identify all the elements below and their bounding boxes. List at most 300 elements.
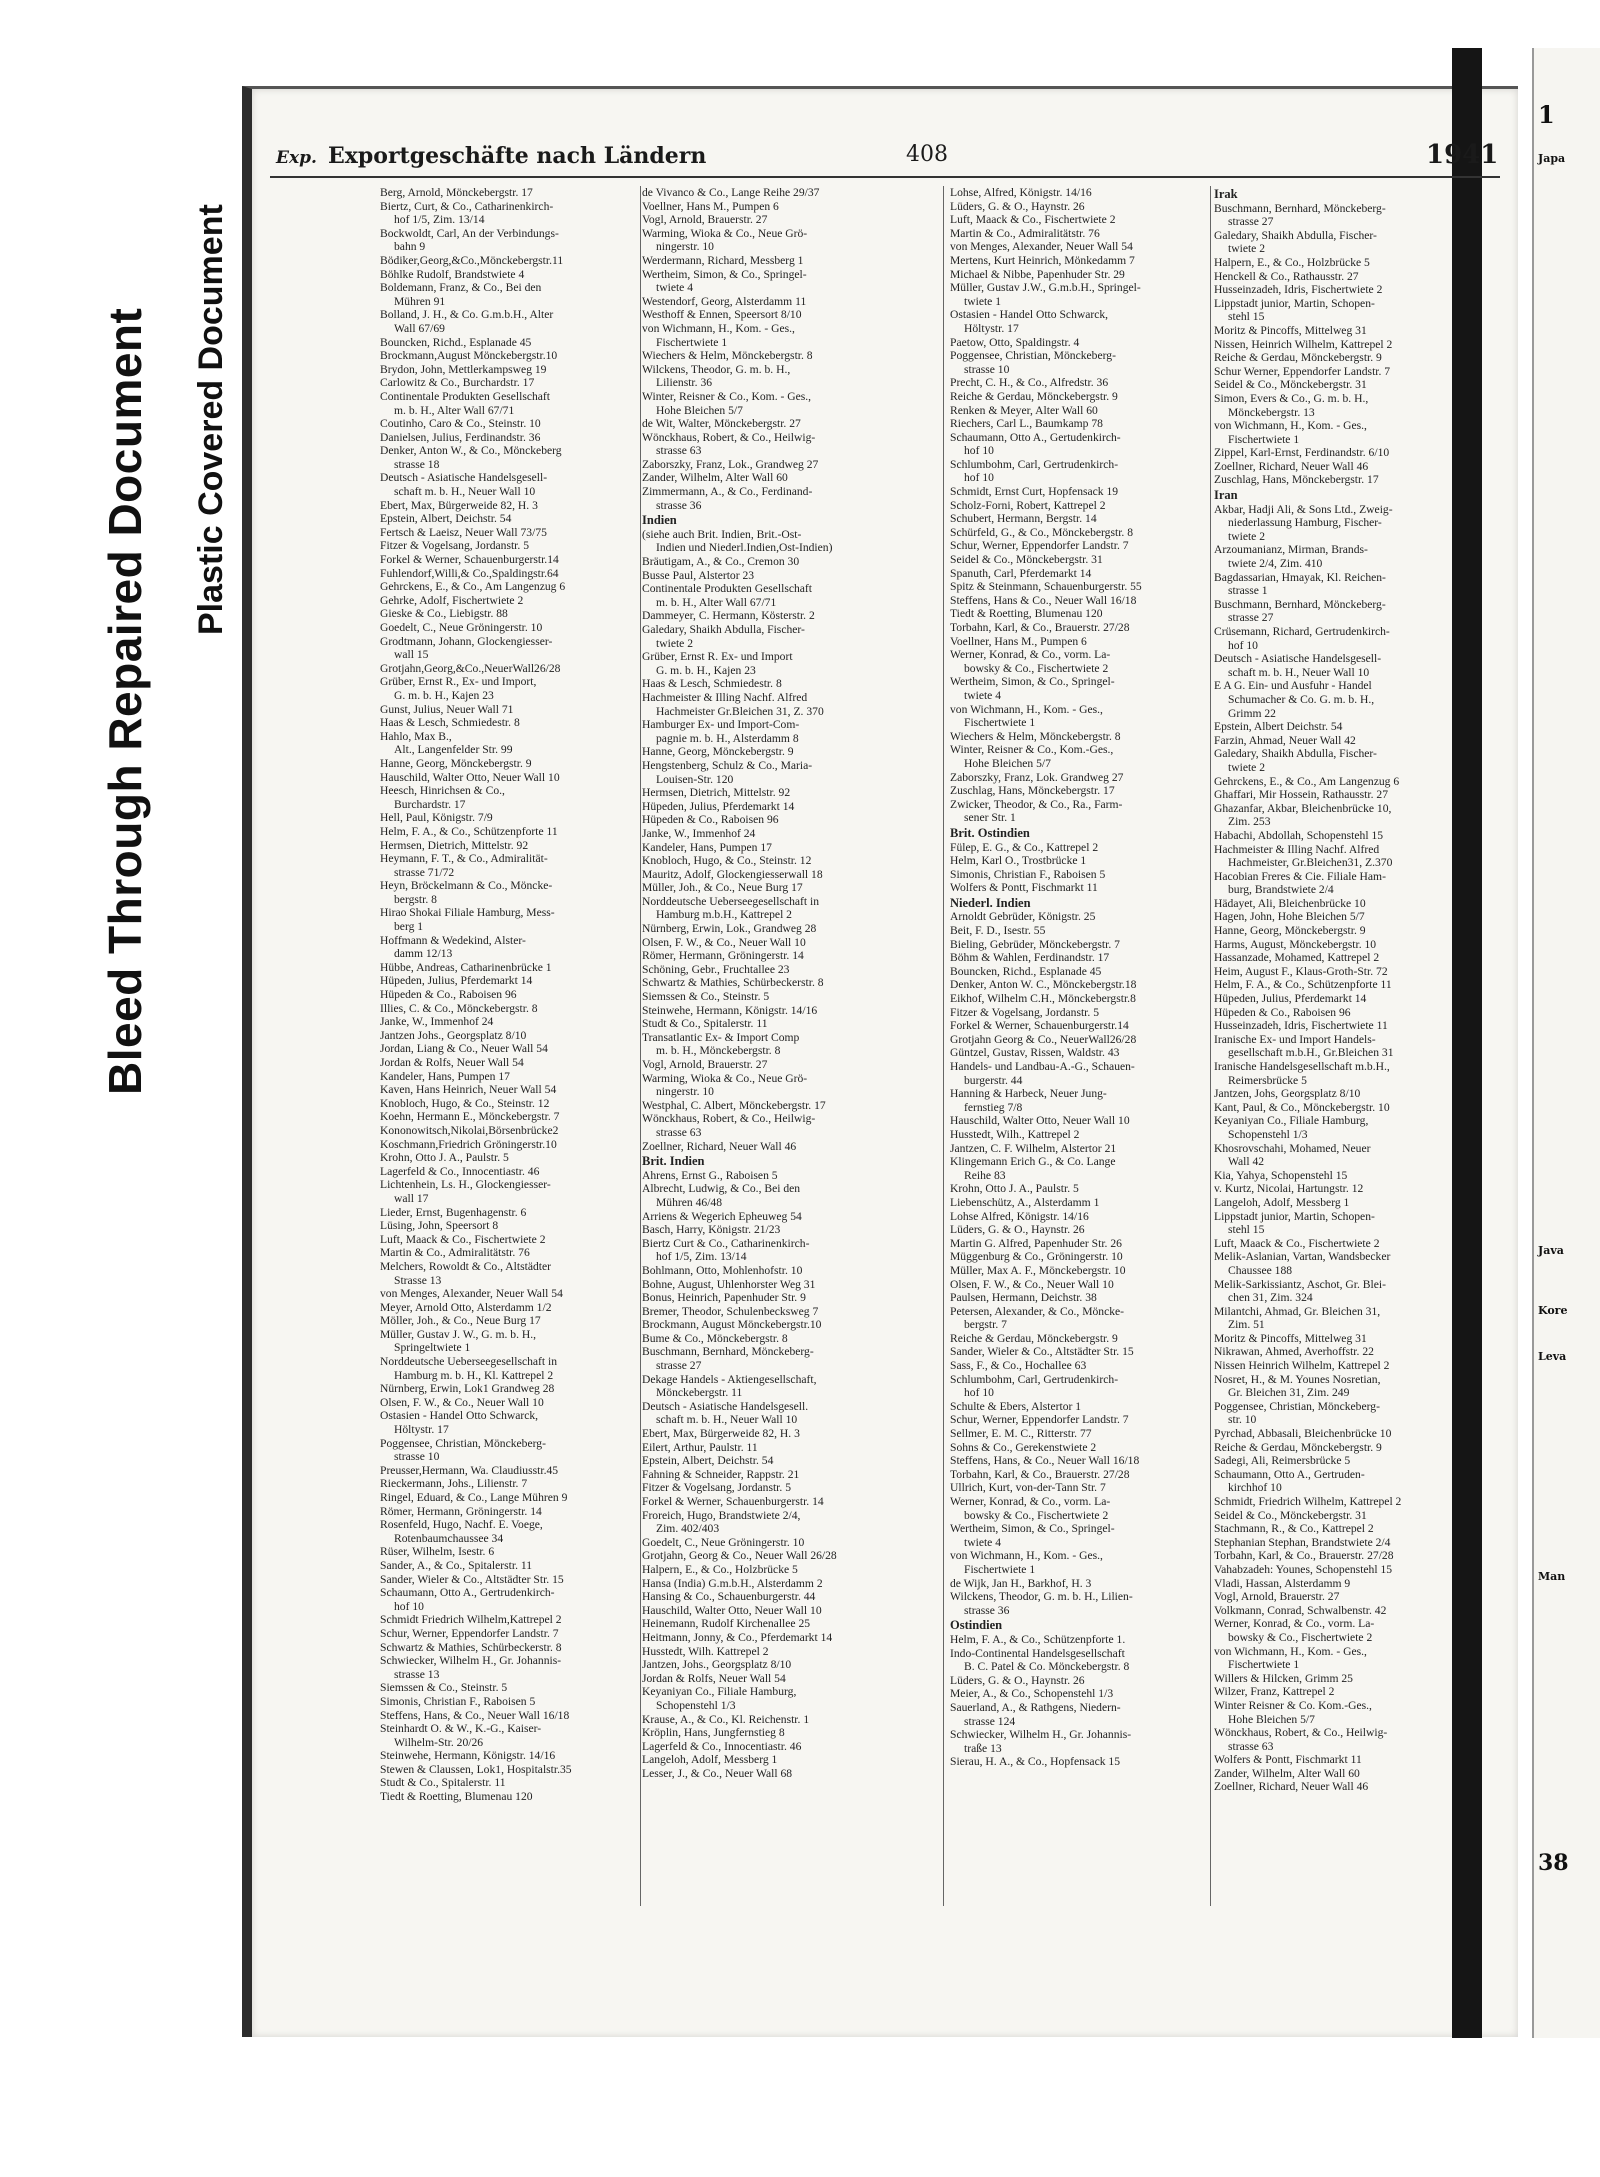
directory-entry: Jordan & Rolfs, Neuer Wall 54 <box>380 1056 524 1069</box>
directory-entry: Brockmann,August Mönckebergstr.10 <box>380 349 558 363</box>
directory-entry: Bolland, J. H., & Co. G.m.b.H., Alter <box>380 308 554 322</box>
directory-entry: Fitzer & Vogelsang, Jordanstr. 5 <box>950 1005 1099 1019</box>
directory-entry: Lilienstr. 36 <box>656 376 713 390</box>
directory-entry: Fischertwiete 1 <box>1228 1658 1300 1672</box>
directory-entry: Husstedt, Wilh. Kattrepel 2 <box>642 1644 769 1658</box>
directory-entry: Lohse Alfred, Königstr. 14/16 <box>950 1209 1089 1223</box>
directory-entry: Biertz Curt & Co., Catharinenkirch- <box>642 1236 810 1250</box>
directory-entry: strasse 36 <box>964 1603 1010 1617</box>
directory-entry: Burchardstr. 17 <box>394 797 466 811</box>
directory-entry: Möller, Joh., & Co., Neue Burg 17 <box>380 1314 541 1328</box>
country-heading: Brit. Indien <box>642 1155 705 1169</box>
directory-entry: traße 13 <box>964 1741 1002 1755</box>
directory-entry: Janke, W., Immenhof 24 <box>380 1015 494 1029</box>
directory-entry: Haas & Lesch, Schmiedestr. 8 <box>642 677 782 691</box>
directory-entry: de Vivanco & Co., Lange Reihe 29/37 <box>642 186 820 199</box>
directory-entry: Haas & Lesch, Schmiedestr. 8 <box>380 716 520 730</box>
directory-entry: niederlassung Hamburg, Fischer- <box>1228 516 1382 530</box>
directory-entry: Sadegi, Ali, Reimersbrücke 5 <box>1214 1454 1351 1468</box>
directory-entry: stehl 15 <box>1228 1223 1265 1237</box>
directory-entry: Pyrchad, Abbasali, Bleichenbrücke 10 <box>1214 1427 1392 1441</box>
directory-entry: Bohne, August, Uhlenhorster Weg 31 <box>642 1277 816 1291</box>
directory-entry: Schlumbohm, Carl, Gertrudenkirch- <box>950 457 1119 471</box>
directory-entry: Biertz, Curt, & Co., Catharinenkirch- <box>380 199 554 213</box>
directory-entry: hof 10 <box>1228 638 1258 652</box>
directory-entry: Wönckhaus, Robert, & Co., Heilwig- <box>642 1112 816 1126</box>
directory-entry: Böhm & Wahlen, Ferdinandstr. 17 <box>950 951 1110 965</box>
directory-entry: Keyaniyan Co., Filiale Hamburg, <box>642 1685 797 1699</box>
directory-entry: strasse 18 <box>394 457 440 471</box>
directory-entry: Höltystr. 17 <box>964 321 1019 335</box>
directory-entry: Eikhof, Wilhelm C.H., Mönckebergstr.8 <box>950 992 1136 1006</box>
directory-entry: Gehrke, Adolf, Fischertwiete 2 <box>380 593 524 607</box>
adjacent-heading-kore: Kore <box>1538 1304 1568 1317</box>
directory-entry: Römer, Hermann, Gröningerstr. 14 <box>642 949 804 963</box>
directory-entry: Jordan & Rolfs, Neuer Wall 54 <box>642 1671 786 1685</box>
country-heading: Ostindien <box>950 1619 1003 1633</box>
directory-entry: Bume & Co., Mönckebergstr. 8 <box>642 1331 788 1345</box>
directory-entry: Voellner, Hans M., Pumpen 6 <box>642 199 779 213</box>
directory-entry: Fülep, E. G., & Co., Kattrepel 2 <box>950 840 1099 854</box>
directory-entry: strasse 63 <box>1228 1739 1274 1753</box>
directory-entry: Schaumann, Otto A., Gertudenkirch- <box>950 430 1121 444</box>
directory-entry: Heim, August F., Klaus-Groth-Str. 72 <box>1214 964 1388 978</box>
directory-entry: Willers & Hilcken, Grimm 25 <box>1214 1671 1353 1685</box>
directory-entry: Heinemann, Rudolf Kirchenallee 25 <box>642 1617 811 1631</box>
page-year: 1941 <box>1426 140 1499 170</box>
directory-entry: Schopenstehl 1/3 <box>656 1698 736 1712</box>
directory-entry: sener Str. 1 <box>964 811 1016 825</box>
directory-entry: Grotjahn, Georg & Co., Neuer Wall 26/28 <box>642 1549 837 1563</box>
directory-entry: Ullrich, Kurt, von-der-Tann Str. 7 <box>950 1481 1106 1495</box>
directory-entry: Norddeutsche Ueberseegesellschaft in <box>642 894 820 908</box>
directory-entry: Keyaniyan Co., Filiale Hamburg, <box>1214 1114 1369 1128</box>
directory-entry: Wolfers & Pontt, Fischmarkt 11 <box>1214 1753 1362 1767</box>
directory-entry: ningerstr. 10 <box>656 240 714 254</box>
directory-entry: Poggensee, Christian, Mönckeberg- <box>1214 1399 1380 1413</box>
directory-entry: Hüpeden, Julius, Pferdemarkt 14 <box>642 799 795 813</box>
directory-entry: Mönckebergstr. 13 <box>1228 405 1315 419</box>
directory-entry: Melchers, Rowoldt & Co., Altstädter <box>380 1259 551 1273</box>
directory-entry: Iranische Handelsgesellschaft m.b.H., <box>1214 1060 1390 1073</box>
directory-entry: Böhlke Rudolf, Brandstwiete 4 <box>380 267 525 281</box>
directory-entry: Wilckens, Theodor, G. m. b. H., <box>642 362 791 376</box>
directory-entry: Poggensee, Christian, Mönckeberg- <box>950 349 1116 363</box>
directory-entry: strasse 10 <box>964 362 1010 376</box>
directory-entry: schaft m. b. H., Neuer Wall 10 <box>656 1413 798 1427</box>
directory-entry: m. b. H., Mönckebergstr. 8 <box>656 1044 781 1058</box>
directory-entry: Gehrckens, E., & Co., Am Langenzug 6 <box>380 580 566 594</box>
directory-entry: Steinwehe, Hermann, Königstr. 14/16 <box>642 1003 818 1017</box>
directory-entry: hof 10 <box>964 1386 994 1400</box>
directory-entry: Petersen, Alexander, & Co., Möncke- <box>950 1304 1125 1318</box>
directory-entry: Vladi, Hassan, Alsterdamm 9 <box>1214 1576 1351 1590</box>
country-heading: Indien <box>642 514 677 528</box>
directory-entry: strasse 27 <box>656 1359 702 1373</box>
directory-entry: Scholz-Forni, Robert, Kattrepel 2 <box>950 498 1106 512</box>
directory-entry: Hüpeden & Co., Raboisen 96 <box>380 988 517 1002</box>
directory-entry: Deutsch - Asiatische Handelsgesell- <box>380 471 548 485</box>
adjacent-page-number-fragment: 1 <box>1538 100 1555 129</box>
directory-entry: Hachmeister, Gr.Bleichen31, Z.370 <box>1228 856 1393 870</box>
directory-entry: Dekage Handels - Aktiengesellschaft, <box>642 1372 817 1386</box>
directory-entry: Lieder, Ernst, Bugenhagenstr. 6 <box>380 1205 527 1219</box>
directory-entry: Langeloh, Adolf, Messberg 1 <box>1214 1195 1350 1209</box>
directory-entry: Kononowitsch,Nikolai,Börsenbrücke2 <box>380 1123 559 1137</box>
directory-entry: Seidel & Co., Mönckebergstr. 31 <box>1214 1508 1367 1522</box>
directory-entry: Hüpeden, Julius, Pferdemarkt 14 <box>1214 992 1367 1006</box>
directory-entry: m. b. H., Alter Wall 67/71 <box>394 403 515 417</box>
directory-entry: Hamburg m.b.H., Kattrepel 2 <box>656 908 792 922</box>
directory-entry: Springeltwiete 1 <box>394 1341 471 1355</box>
directory-entry: twiete 4 <box>964 688 1002 702</box>
directory-entry: Denker, Anton W. C., Mönckebergstr.18 <box>950 978 1137 992</box>
directory-entry: Krohn, Otto J. A., Paulstr. 5 <box>380 1151 509 1165</box>
directory-entry: strasse 124 <box>964 1714 1016 1728</box>
directory-entry: Simonis, Christian F., Raboisen 5 <box>380 1694 536 1708</box>
directory-entry: Sierau, H. A., & Co., Hopfensack 15 <box>950 1755 1121 1769</box>
directory-entry: Poggensee, Christian, Mönckeberg- <box>380 1436 546 1450</box>
directory-entry: Janke, W., Immenhof 24 <box>642 826 756 840</box>
directory-entry: bergstr. 8 <box>394 892 437 906</box>
directory-entry: Berg, Arnold, Mönckebergstr. 17 <box>380 186 533 199</box>
directory-entry: Vogl, Arnold, Brauerstr. 27 <box>642 1058 768 1071</box>
directory-entry: Bödiker,Georg,&Co.,Mönckebergstr.11 <box>380 253 564 267</box>
directory-entry: Römer, Hermann, Gröningerstr. 14 <box>380 1504 542 1518</box>
directory-entry: Steffens, Hans & Co., Neuer Wall 16/18 <box>950 593 1137 607</box>
directory-entry: Höltystr. 17 <box>394 1423 449 1437</box>
directory-entry: Hirao Shokai Filiale Hamburg, Mess- <box>380 906 555 920</box>
directory-entry: Lüsing, John, Speersort 8 <box>380 1219 499 1233</box>
directory-entry: chen 31, Zim. 324 <box>1228 1291 1313 1305</box>
directory-entry: de Wit, Walter, Mönckebergstr. 27 <box>642 417 801 431</box>
directory-entry: Ebert, Max, Bürgerweide 82, H. 3 <box>642 1427 800 1441</box>
directory-entry: Arriens & Wegerich Epheuweg 54 <box>642 1209 802 1223</box>
directory-entry: Vogl, Arnold, Brauerstr. 27 <box>1214 1590 1340 1604</box>
directory-entry: m. b. H., Alter Wall 67/71 <box>656 595 777 609</box>
directory-column-1 <box>380 186 638 1804</box>
directory-entry: Schaumann, Otto A., Gertrudenkirch- <box>380 1586 555 1600</box>
directory-entry: Steinwehe, Hermann, Königstr. 14/16 <box>380 1749 556 1763</box>
directory-entry: Wilhelm-Str. 20/26 <box>394 1735 484 1749</box>
directory-entry: Zippel, Karl-Ernst, Ferdinandstr. 6/10 <box>1214 446 1390 460</box>
directory-entry: Bieling, Gebrüder, Mönckebergstr. 7 <box>950 937 1120 951</box>
directory-entry: Helm, F. A., & Co., Schützenpforte 11 <box>380 824 558 838</box>
directory-entry: bergstr. 7 <box>964 1318 1007 1332</box>
directory-entry: hof 10 <box>964 471 994 485</box>
bleed-through-label: Bleed Through Repaired Document <box>99 307 151 1095</box>
directory-entry: Helm, F. A., & Co., Schützenpforte 1. <box>950 1632 1126 1646</box>
plastic-covered-label: Plastic Covered Document <box>192 204 230 635</box>
directory-entry: Koschmann,Friedrich Gröningerstr.10 <box>380 1137 557 1151</box>
directory-entry: Sohns & Co., Gerekenstwiete 2 <box>950 1440 1097 1454</box>
directory-entry: Gr. Bleichen 31, Zim. 249 <box>1228 1386 1350 1400</box>
directory-entry: bowsky & Co., Fischertwiete 2 <box>964 1508 1109 1522</box>
directory-entry: Reiche & Gerdau, Mönckebergstr. 9 <box>1214 351 1382 365</box>
directory-entry: Ghaffari, Mir Hossein, Rathausstr. 27 <box>1214 788 1388 802</box>
directory-entry: Sass, F., & Co., Hochallee 63 <box>950 1359 1087 1373</box>
directory-entry: twiete 2 <box>656 636 694 650</box>
directory-entry: Strasse 13 <box>394 1273 442 1287</box>
directory-column-4 <box>1214 186 1504 1794</box>
directory-entry: Olsen, F. W., & Co., Neuer Wall 10 <box>380 1395 544 1409</box>
directory-entry: twiete 2/4, Zim. 410 <box>1228 557 1323 571</box>
adjacent-heading-java: Java <box>1538 1244 1564 1257</box>
directory-entry: Hermsen, Dietrich, Mittelstr. 92 <box>380 838 529 852</box>
directory-entry: B. C. Patel & Co. Mönckebergstr. 8 <box>964 1660 1130 1674</box>
directory-entry: Bouncken, Richd., Esplanade 45 <box>380 335 532 349</box>
directory-entry: twiete 2 <box>1228 529 1266 543</box>
directory-entry: Grotjahn,Georg,&Co.,NeuerWall26/28 <box>380 661 561 675</box>
directory-entry: Schürfeld, G., & Co., Mönckebergstr. 8 <box>950 525 1134 539</box>
directory-entry: Galedary, Shaikh Abdulla, Fischer- <box>1214 228 1377 242</box>
directory-entry: Hanne, Georg, Mönckebergstr. 9 <box>1214 924 1366 938</box>
directory-entry: Mönckebergstr. 11 <box>656 1386 743 1400</box>
directory-entry: Zwicker, Theodor, & Co., Ra., Farm- <box>950 797 1123 811</box>
directory-entry: Michael & Nibbe, Papenhuder Str. 29 <box>950 267 1125 281</box>
directory-entry: Zuschlag, Hans, Mönckebergstr. 17 <box>1214 473 1379 487</box>
directory-entry: Transatlantic Ex- & Import Comp <box>642 1030 800 1044</box>
directory-entry: Hohe Bleichen 5/7 <box>964 756 1051 770</box>
directory-entry: Halpern, E., & Co., Holzbrücke 5 <box>642 1562 798 1576</box>
directory-entry: Seidel & Co., Mönckebergstr. 31 <box>1214 378 1367 392</box>
directory-entry: Hell, Paul, Königstr. 7/9 <box>380 811 493 825</box>
directory-entry: Luft, Maack & Co., Fischertwiete 2 <box>380 1232 546 1246</box>
adjacent-heading-japa: Japa <box>1538 152 1566 165</box>
directory-entry: Indo-Continental Handelsgesellschaft <box>950 1646 1125 1660</box>
directory-entry: Sellmer, E. M. C., Ritterstr. 77 <box>950 1427 1092 1441</box>
directory-entry: Jantzen Johs., Georgsplatz 8/10 <box>380 1028 527 1042</box>
directory-entry: Ghazanfar, Akbar, Bleichenbrücke 10, <box>1214 801 1392 815</box>
directory-entry: Reihe 83 <box>964 1168 1006 1182</box>
directory-entry: Epstein, Albert Deichstr. 54 <box>1214 720 1343 734</box>
directory-entry: Hansa (India) G.m.b.H., Alsterdamm 2 <box>642 1576 823 1590</box>
directory-entry: Luft, Maack & Co., Fischertwiete 2 <box>1214 1236 1380 1250</box>
directory-entry: Wilzer, Franz, Kattrepel 2 <box>1214 1685 1335 1699</box>
directory-entry: Arnoldt Gebrüder, Königstr. 25 <box>950 910 1096 924</box>
directory-entry: Rüser, Wilhelm, Isestr. 6 <box>380 1545 495 1559</box>
directory-entry: schaft m. b. H., Neuer Wall 10 <box>394 485 536 499</box>
directory-entry: Hagen, John, Hohe Bleichen 5/7 <box>1214 910 1365 924</box>
country-heading: Irak <box>1214 188 1238 201</box>
directory-entry: Hanne, Georg, Mönckebergstr. 9 <box>380 756 532 770</box>
directory-entry: Meier, A., & Co., Schopenstehl 1/3 <box>950 1687 1114 1701</box>
directory-entry: Martin & Co., Admiralitätstr. 76 <box>380 1246 530 1260</box>
directory-entry: Wertheim, Simon, & Co., Springel- <box>950 1522 1115 1536</box>
directory-entry: Fischertwiete 1 <box>1228 432 1300 446</box>
directory-entry: strasse 63 <box>656 1125 702 1139</box>
adjacent-page-number: 38 <box>1538 1850 1569 1876</box>
directory-entry: Zuschlag, Hans, Mönckebergstr. 17 <box>950 784 1115 798</box>
directory-entry: Steinhardt O. & W., K.-G., Kaiser- <box>380 1722 542 1736</box>
directory-entry: Gehrckens, E., & Co., Am Langenzug 6 <box>1214 774 1400 788</box>
directory-entry: Grüber, Ernst R. Ex- und Import <box>642 650 793 664</box>
directory-entry: strasse 10 <box>394 1450 440 1464</box>
directory-entry: Sauerland, A., & Rathgens, Niedern- <box>950 1700 1121 1714</box>
header-abbrev: Exp. <box>276 148 317 168</box>
directory-entry: Grodtmann, Johann, Glockengiesser- <box>380 634 553 648</box>
directory-entry: Hädayet, Ali, Bleichenbrücke 10 <box>1214 896 1366 910</box>
directory-entry: Studt & Co., Spitalerstr. 11 <box>642 1017 768 1031</box>
directory-entry: Wolfers & Pontt, Fischmarkt 11 <box>950 881 1098 895</box>
directory-entry: Indien und Niederl.Indien,Ost-Indien) <box>656 541 833 555</box>
directory-entry: Müller, Gustav J.W., G.m.b.H., Springel- <box>950 281 1141 295</box>
directory-entry: Hansing & Co., Schauenburgerstr. 44 <box>642 1590 816 1604</box>
directory-entry: Hübbe, Andreas, Catharinenbrücke 1 <box>380 960 552 974</box>
directory-entry: wall 17 <box>394 1191 429 1205</box>
directory-entry: Heyn, Bröckelmann & Co., Möncke- <box>380 879 553 893</box>
directory-entry: Melik-Aslanian, Vartan, Wandsbecker <box>1214 1250 1391 1264</box>
directory-entry: Zaborszky, Franz, Lok., Grandweg 27 <box>642 457 819 471</box>
directory-entry: Forkel & Werner, Schauenburgerstr. 14 <box>642 1495 824 1508</box>
directory-entry: Hamburger Ex- und Import-Com- <box>642 718 800 732</box>
directory-entry: Hüpeden, Julius, Pferdemarkt 14 <box>380 974 533 988</box>
directory-entry: Eilert, Arthur, Paulstr. 11 <box>642 1440 758 1454</box>
directory-entry: Nürnberg, Erwin, Lok., Grandweg 28 <box>642 922 817 936</box>
directory-entry: Zander, Wilhelm, Alter Wall 60 <box>1214 1766 1360 1780</box>
directory-entry: Zaborszky, Franz, Lok. Grandweg 27 <box>950 770 1124 784</box>
directory-entry: Lüders, G. & O., Haynstr. 26 <box>950 1673 1085 1687</box>
directory-entry: Fitzer & Vogelsang, Jordanstr. 5 <box>642 1481 791 1495</box>
directory-entry: Stewen & Claussen, Lok1, Hospitalstr.35 <box>380 1762 572 1776</box>
directory-entry: Schwiecker, Wilhelm H., Gr. Johannis- <box>380 1654 562 1668</box>
directory-entry: Zoellner, Richard, Neuer Wall 46 <box>1214 459 1369 473</box>
directory-entry: Werner, Konrad, & Co., vorm. La- <box>950 1495 1111 1508</box>
directory-entry: Jantzen, C. F. Wilhelm, Alstertor 21 <box>950 1141 1117 1155</box>
directory-entry: Voellner, Hans M., Pumpen 6 <box>950 634 1087 648</box>
directory-entry: Jordan, Liang & Co., Neuer Wall 54 <box>380 1042 548 1056</box>
directory-entry: burgerstr. 44 <box>964 1073 1023 1087</box>
directory-entry: twiete 4 <box>964 1535 1002 1549</box>
directory-entry: Continentale Produkten Gesellschaft <box>380 389 551 403</box>
directory-entry: von Wichmann, H., Kom. - Ges., <box>950 702 1103 716</box>
directory-entry: Milantchi, Ahmad, Gr. Bleichen 31, <box>1214 1304 1381 1318</box>
directory-entry: Gieske & Co., Liebigstr. 88 <box>380 607 508 621</box>
directory-entry: Husstedt, Wilh., Kattrepel 2 <box>950 1127 1080 1141</box>
adjacent-heading-man: Man <box>1538 1570 1566 1583</box>
directory-entry: Paulsen, Hermann, Deichstr. 38 <box>950 1291 1097 1305</box>
directory-entry: Jantzen, Johs, Georgsplatz 8/10 <box>1214 1087 1361 1101</box>
directory-entry: Hanne, Georg, Mönckebergstr. 9 <box>642 745 794 759</box>
directory-entry: Busse Paul, Alstertor 23 <box>642 568 755 582</box>
directory-entry: Reiche & Gerdau, Mönckebergstr. 9 <box>950 1331 1118 1345</box>
directory-entry: Simon, Evers & Co., G. m. b. H., <box>1214 391 1369 405</box>
directory-entry: Halpern, E., & Co., Holzbrücke 5 <box>1214 255 1370 269</box>
directory-entry: Arzoumanianz, Mirman, Brands- <box>1214 543 1368 557</box>
directory-entry: burg, Brandstwiete 2/4 <box>1228 883 1334 897</box>
directory-entry: Knobloch, Hugo, & Co., Steinstr. 12 <box>642 854 812 868</box>
directory-entry: Brockmann, August Mönckebergstr.10 <box>642 1318 822 1332</box>
directory-entry: twiete 2 <box>1228 760 1266 774</box>
directory-entry: Zoellner, Richard, Neuer Wall 46 <box>642 1139 797 1153</box>
directory-entry: Goedelt, C., Neue Gröningerstr. 10 <box>380 621 543 634</box>
directory-entry: Wiechers & Helm, Mönckebergstr. 8 <box>950 729 1121 743</box>
directory-entry: Froreich, Hugo, Brandstwiete 2/4, <box>642 1508 801 1522</box>
directory-entry: Galedary, Shaikh Abdulla, Fischer- <box>1214 747 1377 761</box>
directory-entry: Ostasien - Handel Otto Schwarck, <box>950 308 1109 322</box>
directory-entry: fernstieg 7/8 <box>964 1100 1023 1114</box>
directory-entry: Steffens, Hans, & Co., Neuer Wall 16/18 <box>950 1454 1140 1468</box>
directory-entry: Zimmermann, A., & Co., Ferdinand- <box>642 485 813 499</box>
directory-entry: Riechers, Carl L., Baumkamp 78 <box>950 417 1103 431</box>
directory-entry: Mauritz, Adolf, Glockengiesserwall 18 <box>642 867 823 881</box>
directory-entry: Hanning & Harbeck, Neuer Jung- <box>950 1087 1107 1101</box>
directory-entry: Westhoff & Ennen, Speersort 8/10 <box>642 308 802 322</box>
directory-entry: hof 10 <box>964 444 994 458</box>
directory-entry: Mühren 46/48 <box>656 1195 723 1209</box>
directory-entry: Galedary, Shaikh Abdulla, Fischer- <box>642 623 805 636</box>
directory-entry: Brydon, John, Mettlerkampsweg 19 <box>380 362 547 376</box>
directory-entry: Denker, Anton W., & Co., Mönckeberg <box>380 444 562 458</box>
directory-entry: Lüders, G. & O., Haynstr. 26 <box>950 1223 1085 1237</box>
directory-entry: Deutsch - Asiatische Handelsgesell- <box>1214 652 1382 666</box>
directory-entry: Schlumbohm, Carl, Gertrudenkirch- <box>950 1372 1119 1386</box>
directory-entry: kirchhof 10 <box>1228 1481 1282 1495</box>
directory-entry: Mühren 91 <box>394 294 446 308</box>
directory-entry: bowsky & Co., Fischertwiete 2 <box>964 661 1109 675</box>
directory-column-3 <box>950 186 1212 1769</box>
directory-entry: Krohn, Otto J. A., Paulstr. 5 <box>950 1182 1079 1196</box>
directory-entry: Winter, Reisner & Co., Kom.-Ges., <box>950 743 1114 757</box>
directory-entry: Torbahn, Karl, & Co., Brauerstr. 27/28 <box>950 1467 1130 1481</box>
directory-entry: schaft m. b. H., Neuer Wall 10 <box>1228 665 1370 679</box>
directory-entry: Gunst, Julius, Neuer Wall 71 <box>380 702 514 716</box>
directory-entry: Kaven, Hans Heinrich, Neuer Wall 54 <box>380 1083 557 1097</box>
directory-entry: Helm, Karl O., Trostbrücke 1 <box>950 854 1087 868</box>
directory-column-2 <box>642 186 932 1780</box>
directory-entry: Coutinho, Caro & Co., Steinstr. 10 <box>380 417 541 431</box>
directory-entry: Fuhlendorf,Willi,& Co.,Spaldingstr.64 <box>380 566 559 580</box>
directory-entry: Hohe Bleichen 5/7 <box>1228 1712 1315 1726</box>
directory-entry: hof 1/5, Zim. 13/14 <box>656 1250 747 1264</box>
directory-entry: Müller, Max A. F., Mönckebergstr. 10 <box>950 1263 1126 1277</box>
directory-entry: Güntzel, Gustav, Rissen, Waldstr. 43 <box>950 1046 1120 1060</box>
directory-entry: strasse 1 <box>1228 584 1268 598</box>
directory-entry: Harms, August, Mönckebergstr. 10 <box>1214 937 1377 951</box>
directory-entry: von Wichmann, H., Kom. - Ges., <box>950 1549 1103 1563</box>
directory-entry: Bremer, Theodor, Schulenbecksweg 7 <box>642 1304 819 1318</box>
directory-entry: Mertens, Kurt Heinrich, Mönkedamm 7 <box>950 253 1135 267</box>
directory-entry: Hahlo, Max B., <box>380 729 452 743</box>
adjacent-heading-leva: Leva <box>1538 1350 1567 1363</box>
directory-entry: Kandeler, Hans, Pumpen 17 <box>380 1069 510 1083</box>
directory-entry: Fischertwiete 1 <box>964 716 1036 730</box>
directory-entry: Werner, Konrad, & Co., vorm. La- <box>950 648 1111 662</box>
directory-entry: Heitmann, Jonny, & Co., Pferdemarkt 14 <box>642 1630 833 1644</box>
directory-entry: damm 12/13 <box>394 947 453 961</box>
directory-entry: Bräutigam, A., & Co., Cremon 30 <box>642 555 800 569</box>
directory-entry: E A G. Ein- und Ausfuhr - Handel <box>1214 679 1372 693</box>
directory-entry: Iranische Ex- und Import Handels- <box>1214 1032 1376 1046</box>
directory-entry: Hassanzade, Mohamed, Kattrepel 2 <box>1214 951 1380 965</box>
directory-entry: strasse 13 <box>394 1667 440 1681</box>
directory-entry: Hachmeister Gr.Bleichen 31, Z. 370 <box>656 704 824 718</box>
directory-entry: Stachmann, R., & Co., Kattrepel 2 <box>1214 1522 1374 1536</box>
directory-entry: Schur, Werner, Eppendorfer Landstr. 7 <box>950 539 1129 553</box>
directory-entry: Torbahn, Karl, & Co., Brauerstr. 27/28 <box>950 621 1130 634</box>
directory-entry: twiete 1 <box>964 294 1002 308</box>
directory-entry: Continentale Produkten Gesellschaft <box>642 582 813 596</box>
directory-entry: v. Kurtz, Nicolai, Hartungstr. 12 <box>1214 1182 1364 1196</box>
directory-entry: Wönckhaus, Robert, & Co., Heilwig- <box>1214 1726 1388 1740</box>
directory-entry: (siehe auch Brit. Indien, Brit.-Ost- <box>642 527 802 541</box>
directory-entry: Schmidt Friedrich Wilhelm,Kattrepel 2 <box>380 1613 562 1627</box>
directory-entry: Epstein, Albert, Deichstr. 54 <box>642 1454 774 1468</box>
directory-entry: Rotenbaumchaussee 34 <box>394 1531 504 1545</box>
directory-entry: Wertheim, Simon, & Co., Springel- <box>950 675 1115 689</box>
directory-entry: strasse 71/72 <box>394 865 455 879</box>
directory-entry: Schmidt, Friedrich Wilhelm, Kattrepel 2 <box>1214 1495 1402 1508</box>
